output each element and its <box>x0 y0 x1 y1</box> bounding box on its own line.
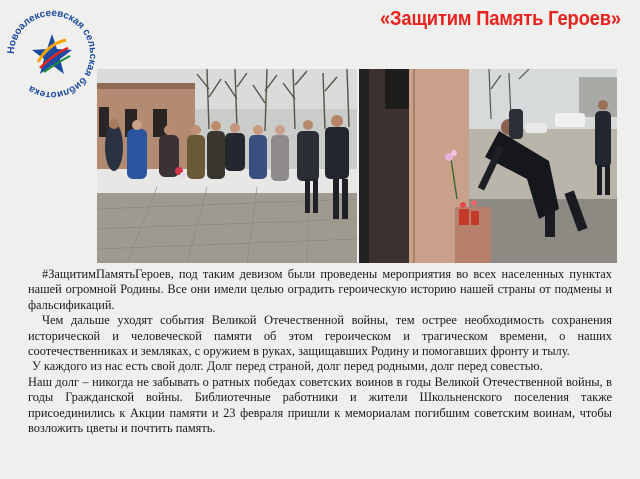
library-logo-icon <box>32 34 72 74</box>
article-paragraph: Чем дальше уходят события Великой Отечественной войны, тем острее необходимость сохранения исторической и человеческой памяти об этом героическом и трагическом времени, о наших соотечественниках и земляках, с оружием в руках, защищавших Родину и помогавших фронту и тылу. <box>28 313 612 359</box>
article-paragraph: Наш долг – никогда не забывать о ратных победах советских воинов в годы Великой Отечественной войны, в годы Гражданской войны. Библиотечные работники и жители Школьненского поселения также присоединились к Акции памяти и 23 февраля пришли к мемориалам погибшим советским воинам, чтобы возложить цветы и почтить память. <box>28 374 612 436</box>
library-logo <box>2 4 102 104</box>
article-text <box>28 267 612 436</box>
article-paragraph: #ЗащитимПамятьГероев, под таким девизом были проведены мероприятия во всех населенных пунктах нашей огромной Родины. Все они имели целью оградить героическую историю нашей страны от подмены и фальсификаций. <box>28 267 612 312</box>
laying-flowers-photo <box>359 69 617 263</box>
logo-text: Новоалексеевская сельская библиотека <box>5 7 99 101</box>
group-at-memorial-photo <box>97 69 357 263</box>
article-paragraph: У каждого из нас есть свой долг. Долг перед страной, долг перед родными, долг перед совестью. <box>32 359 543 374</box>
page-title: «Защитим Память Героев» <box>380 8 621 30</box>
